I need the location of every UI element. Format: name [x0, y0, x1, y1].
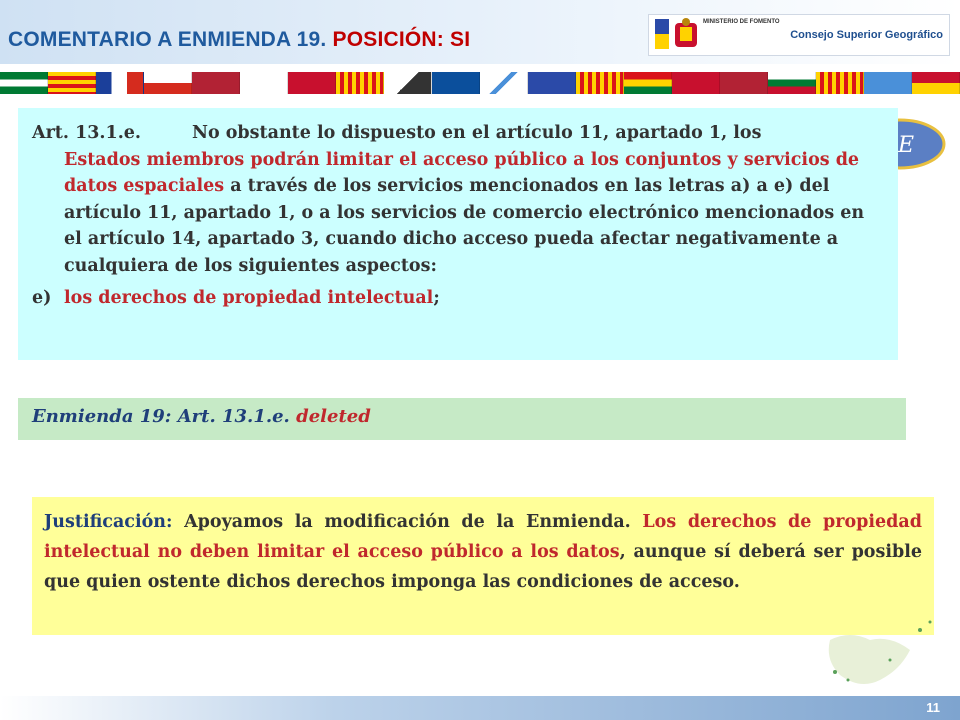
article-body	[32, 147, 884, 280]
justification-text-2: , aunque sí deberá ser posible que quien ostente dichos derechos imponga las condiciones de acceso.	[44, 542, 922, 592]
regional-flags-strip	[0, 72, 960, 94]
page-number: 11	[926, 700, 940, 715]
amendment-box	[18, 398, 906, 440]
article-intro: No obstante lo dispuesto en el artículo 11, apartado 1, los	[192, 123, 762, 143]
badge-letter: E	[898, 133, 915, 158]
article-highlight: Estados miembros podrán limitar el acceso público a los conjuntos y servicios de datos espaciales	[64, 149, 860, 196]
title-position: POSICIÓN: SI	[332, 28, 471, 51]
justification-highlight: Los derechos de propiedad intelectual no deben limitar el acceso público a los datos	[44, 512, 922, 562]
coat-of-arms-icon	[671, 17, 701, 51]
slide-title	[8, 28, 470, 52]
article-box	[18, 108, 898, 360]
article-code: Art. 13.1.e.	[32, 123, 142, 143]
article-item-e	[32, 285, 884, 312]
item-text: los derechos de propiedad intelectual	[64, 288, 434, 308]
title-prefix: COMENTARIO A ENMIENDA 19.	[8, 28, 327, 51]
justification-text-1: Apoyamos la modificación de la Enmienda.	[172, 512, 643, 532]
item-end: ;	[433, 288, 440, 308]
iberia-map-icon	[800, 600, 950, 700]
ministry-logo	[648, 14, 950, 56]
justification-box	[32, 497, 934, 635]
ministry-label: MINISTERIO DE FOMENTO	[703, 19, 780, 25]
article-rest: a través de los servicios mencionados en las letras a) a e) del artículo 11, apartado 1, o a los servicios de comercio electrónico mencionados en el artículo 14, apartado 3, cuando dicho acceso pueda afectar negativamente a cualquiera de los siguientes aspectos:	[64, 176, 865, 276]
slide-footer	[0, 696, 960, 720]
spain-flag-icon	[655, 19, 669, 49]
item-letter: e)	[32, 288, 52, 308]
justification-label: Justificación:	[44, 512, 173, 532]
org-name: Consejo Superior Geográfico	[790, 29, 943, 41]
slide-header	[0, 0, 960, 64]
amendment-status: deleted	[296, 406, 371, 427]
amendment-label: Enmienda 19: Art. 13.1.e.	[32, 406, 290, 427]
